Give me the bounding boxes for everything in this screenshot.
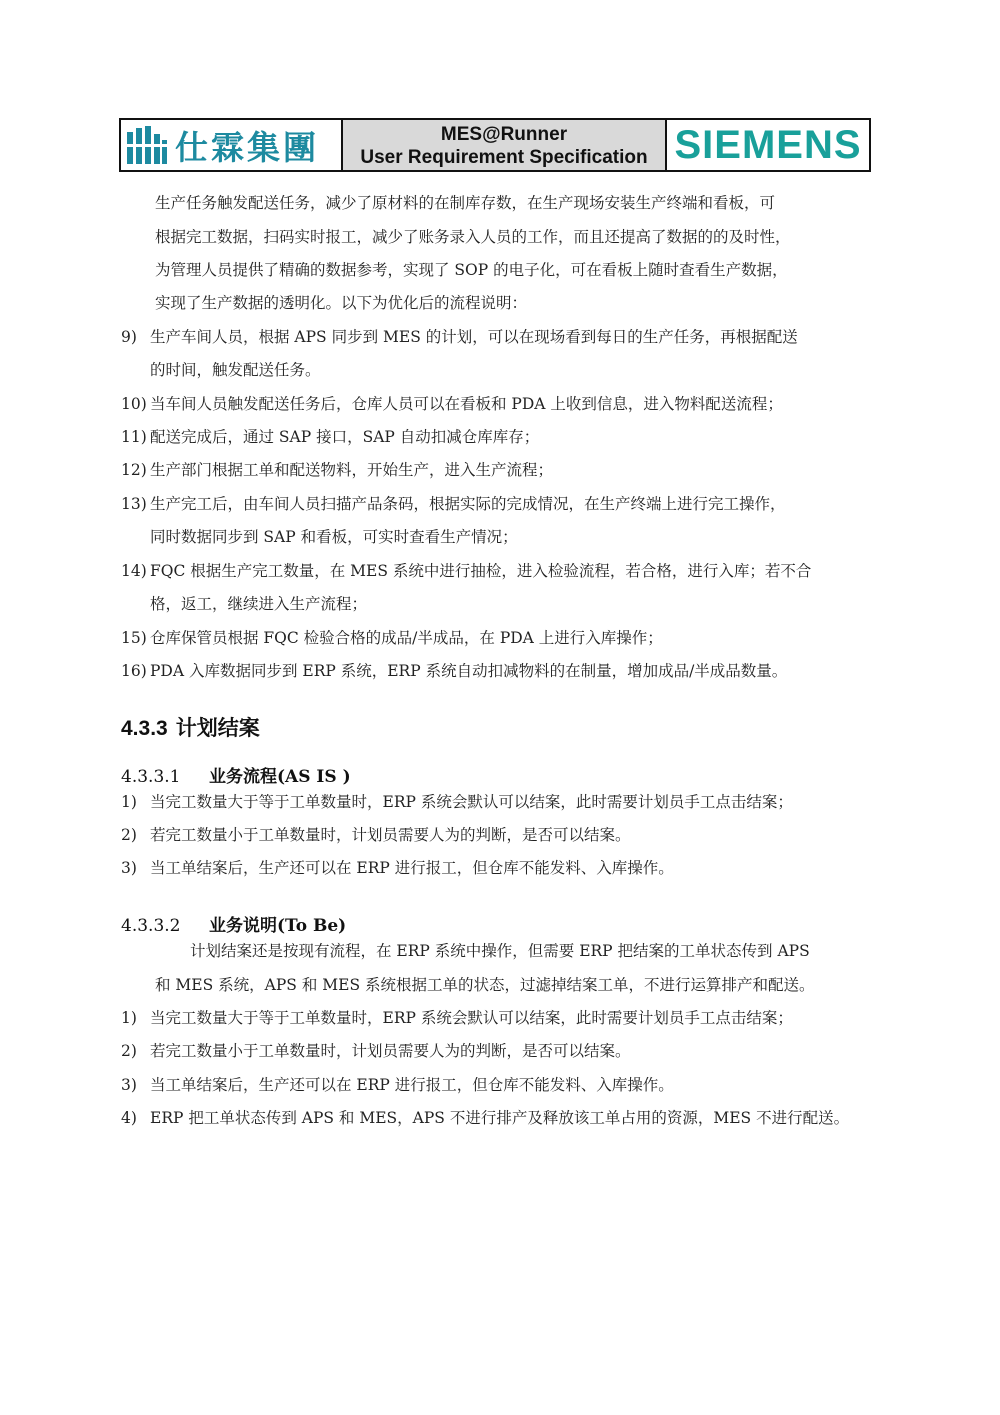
list-item: 2) 若完工数量小于工单数量时，计划员需要人为的判断，是否可以结案。 bbox=[121, 826, 631, 844]
document-header bbox=[119, 118, 871, 172]
list-item-continued: 格，返工，继续进入生产流程； bbox=[150, 595, 368, 613]
list-item: 3) 当工单结案后，生产还可以在 ERP 进行报工，但仓库不能发料、入库操作。 bbox=[121, 859, 674, 877]
list-item: 4) ERP 把工单状态传到 APS 和 MES，APS 不进行排产及释放该工单占用的资源，MES 不进行配送。 bbox=[121, 1109, 850, 1127]
title-line-1: MES@Runner bbox=[440, 124, 568, 145]
list-item: 15) 仓库保管员根据 FQC 检验合格的成品/半成品，在 PDA 上进行入库操作； bbox=[121, 629, 663, 647]
siemens-brand: SIEMENS bbox=[674, 122, 862, 167]
list-item: 10) 当车间人员触发配送任务后，仓库人员可以在看板和 PDA 上收到信息，进入物料配送流程； bbox=[121, 395, 783, 413]
list-item: 1) 当完工数量大于等于工单数量时，ERP 系统会默认可以结案，此时需要计划员手工点击结案； bbox=[121, 1009, 793, 1027]
section-heading: 4.3.3 计划结案 bbox=[121, 717, 260, 740]
list-item: 12) 生产部门根据工单和配送物料，开始生产，进入生产流程； bbox=[121, 461, 554, 479]
sub2-intro-line-1: 计划结案还是按现有流程，在 ERP 系统中操作，但需要 ERP 把结案的工单状态传到 APS bbox=[190, 942, 810, 960]
list-item: 1) 当完工数量大于等于工单数量时，ERP 系统会默认可以结案，此时需要计划员手工点击结案； bbox=[121, 793, 793, 811]
title-line-2: User Requirement Specification bbox=[360, 147, 648, 168]
list-item: 9) 生产车间人员，根据 APS 同步到 MES 的计划，可以在现场看到每日的生产任务，再根据配送 bbox=[121, 328, 798, 346]
company-logo-icon bbox=[125, 124, 169, 166]
sub2-intro-line-2: 和 MES 系统，APS 和 MES 系统根据工单的状态，过滤掉结案工单，不进行运算排产和配送。 bbox=[155, 976, 815, 994]
intro-line-1: 生产任务触发配送任务，减少了原材料的在制库存数，在生产现场安装生产终端和看板，可 bbox=[155, 194, 776, 212]
intro-line-2: 根据完工数据，扫码实时报工，减少了账务录入人员的工作，而且还提高了数据的的及时性， bbox=[155, 228, 791, 246]
list-item-continued: 同时数据同步到 SAP 和看板，可实时查看生产情况； bbox=[150, 528, 518, 546]
company-name: 仕霖集團 bbox=[175, 127, 319, 167]
company-logo bbox=[121, 120, 343, 170]
list-item: 11) 配送完成后，通过 SAP 接口，SAP 自动扣减仓库库存； bbox=[121, 428, 540, 446]
list-item-continued: 的时间，触发配送任务。 bbox=[150, 361, 321, 379]
subsection-heading-as-is: 4.3.3.1 业务流程(AS IS ) bbox=[121, 767, 351, 787]
subsection-heading-to-be: 4.3.3.2 业务说明(To Be) bbox=[121, 916, 347, 936]
list-item: 14) FQC 根据生产完工数量，在 MES 系统中进行抽检，进入检验流程，若合格，进行入库；若不合 bbox=[121, 562, 812, 580]
list-item: 3) 当工单结案后，生产还可以在 ERP 进行报工，但仓库不能发料、入库操作。 bbox=[121, 1076, 674, 1094]
list-item: 16) PDA 入库数据同步到 ERP 系统，ERP 系统自动扣减物料的在制量，增加成品/半成品数量。 bbox=[121, 662, 788, 680]
document-title bbox=[343, 120, 667, 170]
list-item: 2) 若完工数量小于工单数量时，计划员需要人为的判断，是否可以结案。 bbox=[121, 1042, 631, 1060]
intro-line-4: 实现了生产数据的透明化。以下为优化后的流程说明： bbox=[155, 294, 528, 312]
list-item: 13) 生产完工后，由车间人员扫描产品条码，根据实际的完成情况，在生产终端上进行完工操作， bbox=[121, 495, 786, 513]
intro-line-3: 为管理人员提供了精确的数据参考，实现了 SOP 的电子化，可在看板上随时查看生产数据， bbox=[155, 261, 788, 279]
